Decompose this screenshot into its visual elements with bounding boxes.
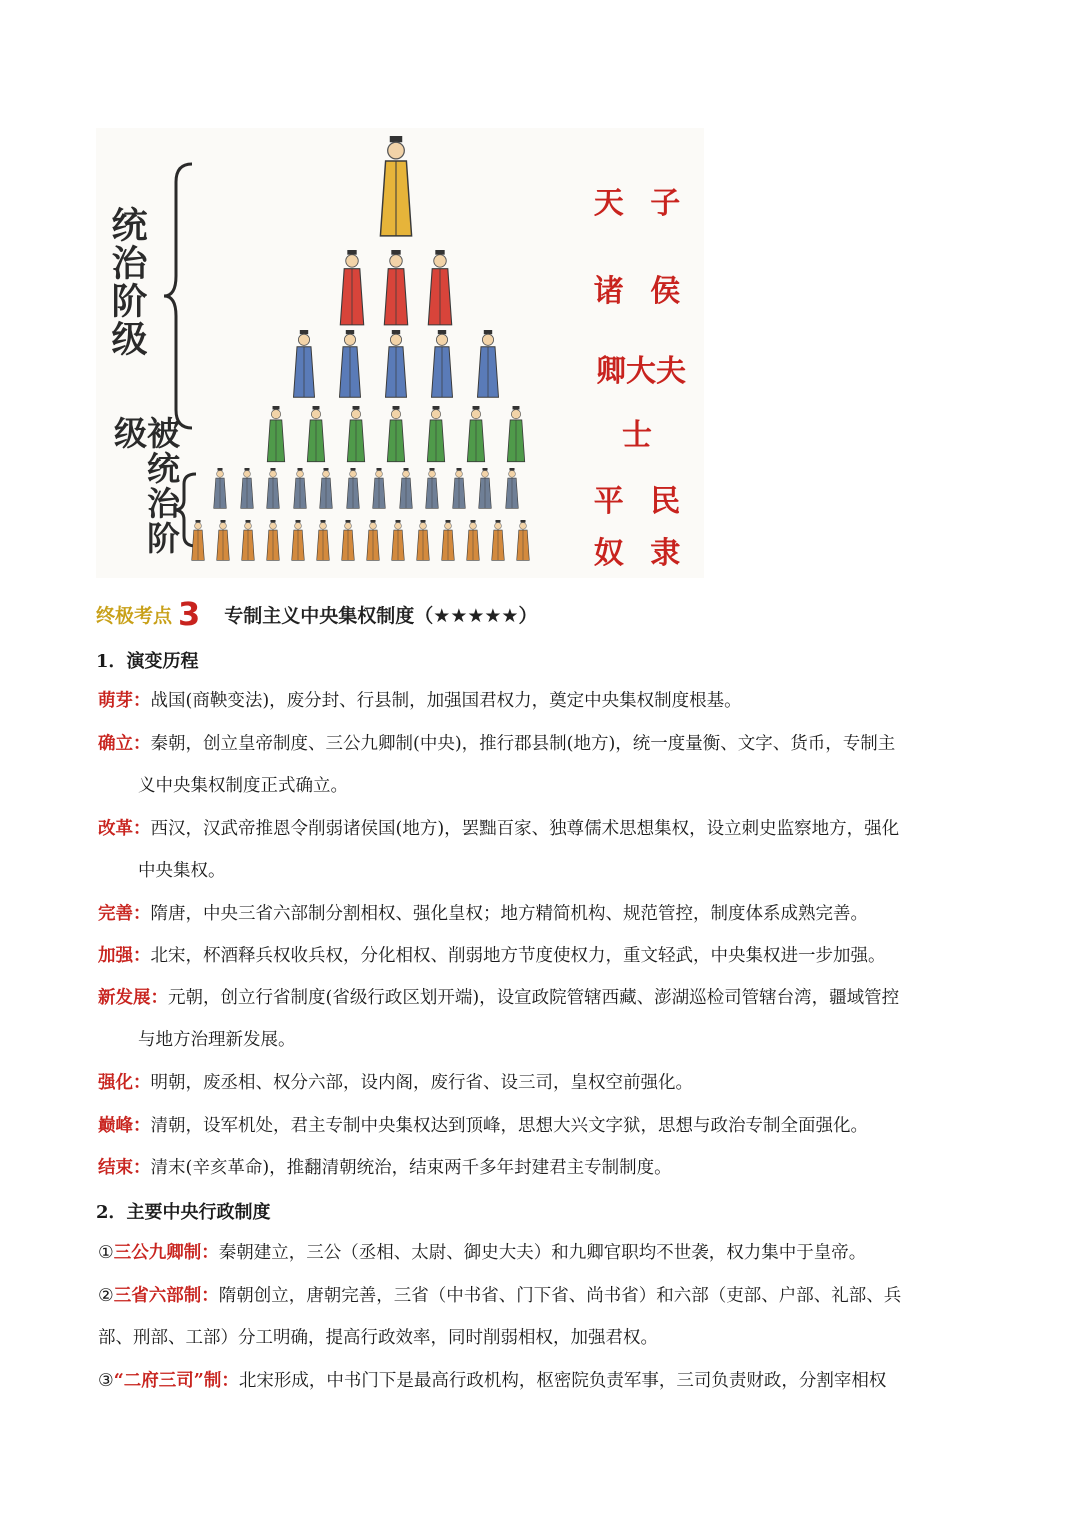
rank-label-slaves: 奴 隶 [593,536,689,571]
commoner-figure [370,468,388,510]
section1-title: 1．演变历程 [96,651,199,672]
lord-figure [335,250,369,328]
slave-figure [487,520,509,562]
minister-figure [335,330,365,400]
item-text: 秦朝建立，三公（丞相、太尉、御史大夫）和九卿官职均不世袭，权力集中于皇帝。 [218,1243,867,1263]
item-term: 加强： [98,946,151,966]
ruling-class-brace [158,160,198,432]
ruled-class-label: 被统治阶级 [109,416,181,556]
slave-figure [312,520,334,562]
item-text: 北宋形成，中书门下是最高行政机构，枢密院负责军事，三司负责财政，分割宰相权 [238,1371,887,1391]
lord-figure [379,250,413,328]
evolution-item [98,680,988,722]
item-text: 西汉，汉武帝推恩令削弱诸侯国(地方)，罢黜百家、独尊儒术思想集权，设立刺史监察地方，强化 [150,819,900,839]
slave-figure [362,520,384,562]
exam-point-number: 3 [178,595,201,633]
item-term: 三公九卿制： [113,1243,219,1263]
minister-figure [427,330,457,400]
scholar-figure [343,406,369,464]
slave-figure [412,520,434,562]
evolution-item [98,723,988,807]
commoner-figure [450,468,468,510]
commoner-figure [423,468,441,510]
ruling-class-label: 统治阶级 [106,206,147,358]
item-term: 结束： [98,1158,151,1178]
item-text-continued: 部、刑部、工部）分工明确，提高行政效率，同时削弱相权，加强君权。 [98,1328,658,1348]
system-item [98,1360,988,1402]
item-number: ① [98,1243,114,1263]
item-text: 隋朝创立，唐朝完善，三省（中书省、门下省、尚书省）和六部（吏部、户部、礼部、兵 [218,1286,902,1306]
item-number: ② [98,1286,114,1306]
scholar-figure [383,406,409,464]
item-term: 强化： [98,1073,151,1093]
system-item [98,1275,988,1359]
item-text: 北宋，杯酒释兵权收兵权，分化相权、削弱地方节度使权力，重文轻武，中央集权进一步加强。 [150,946,886,966]
evolution-item [98,808,988,892]
section-heading [96,596,537,632]
commoner-figure [211,468,229,510]
system-item [98,1232,988,1274]
slave-figure [462,520,484,562]
item-term: 三省六部制： [113,1286,219,1306]
commoner-figure [238,468,256,510]
minister-figure [289,330,319,400]
item-term: 萌芽： [98,691,151,711]
evolution-item [98,1105,988,1147]
evolution-item [98,935,988,977]
commoner-figure [397,468,415,510]
item-term: 改革： [98,819,151,839]
slave-figure [187,520,209,562]
item-text: 隋唐，中央三省六部制分割相权、强化皇权；地方精简机构、规范管控，制度体系成熟完善。 [150,904,868,924]
item-term: 新发展： [98,988,168,1008]
item-text: 明朝，废丞相、权分六部，设内阁，废行省、设三司，皇权空前强化。 [150,1073,693,1093]
lord-figure [423,250,457,328]
item-text: 元朝，创立行省制度(省级行政区划开端)，设宣政院管辖西藏、澎湖巡检司管辖台湾，疆域管控 [168,988,900,1008]
commoner-figure [317,468,335,510]
slave-figure [262,520,284,562]
item-term: “二府三司”制： [113,1371,239,1391]
commoner-figure [476,468,494,510]
emperor-figure [374,136,418,240]
commoner-figure [344,468,362,510]
item-text-continued: 中央集权。 [138,861,226,881]
item-term: 完善： [98,904,151,924]
item-text-continued: 与地方治理新发展。 [138,1030,296,1050]
social-hierarchy-figure [96,128,704,578]
slave-figure [212,520,234,562]
evolution-item [98,977,988,1061]
slave-figure [512,520,534,562]
item-term: 确立： [98,734,151,754]
rank-label-scholars: 士 [622,418,660,453]
item-number: ③ [98,1371,114,1391]
slave-figure [387,520,409,562]
rank-label-emperor: 天 子 [593,186,689,221]
commoner-figure [503,468,521,510]
exam-point-label: 终极考点 [96,604,173,627]
slave-figure [437,520,459,562]
minister-figure [381,330,411,400]
slave-figure [287,520,309,562]
rank-label-lords: 诸 侯 [593,274,689,309]
scholar-figure [463,406,489,464]
slave-figure [237,520,259,562]
scholar-figure [503,406,529,464]
scholar-figure [423,406,449,464]
exam-point-title: 专制主义中央集权制度（★★★★★） [224,604,538,627]
commoner-figure [264,468,282,510]
rank-label-ministers: 卿大夫 [596,354,686,389]
commoner-figure [291,468,309,510]
evolution-item [98,1147,988,1189]
item-text-continued: 义中央集权制度正式确立。 [138,776,348,796]
section2-title: 2．主要中央行政制度 [96,1202,271,1223]
item-text: 秦朝，创立皇帝制度、三公九卿制(中央)，推行郡县制(地方)，统一度量衡、文字、货币，专制主 [150,734,896,754]
evolution-item [98,893,988,935]
rank-label-commoners: 平 民 [593,484,689,519]
scholar-figure [263,406,289,464]
minister-figure [473,330,503,400]
item-text: 战国(商鞅变法)，废分封、行县制，加强国君权力，奠定中央集权制度根基。 [150,691,742,711]
item-text: 清末(辛亥革命)，推翻清朝统治，结束两千多年封建君主专制制度。 [150,1158,672,1178]
evolution-item [98,1062,988,1104]
item-term: 巅峰： [98,1116,151,1136]
scholar-figure [303,406,329,464]
item-text: 清朝，设军机处，君主专制中央集权达到顶峰，思想大兴文字狱，思想与政治专制全面强化。 [150,1116,868,1136]
slave-figure [337,520,359,562]
